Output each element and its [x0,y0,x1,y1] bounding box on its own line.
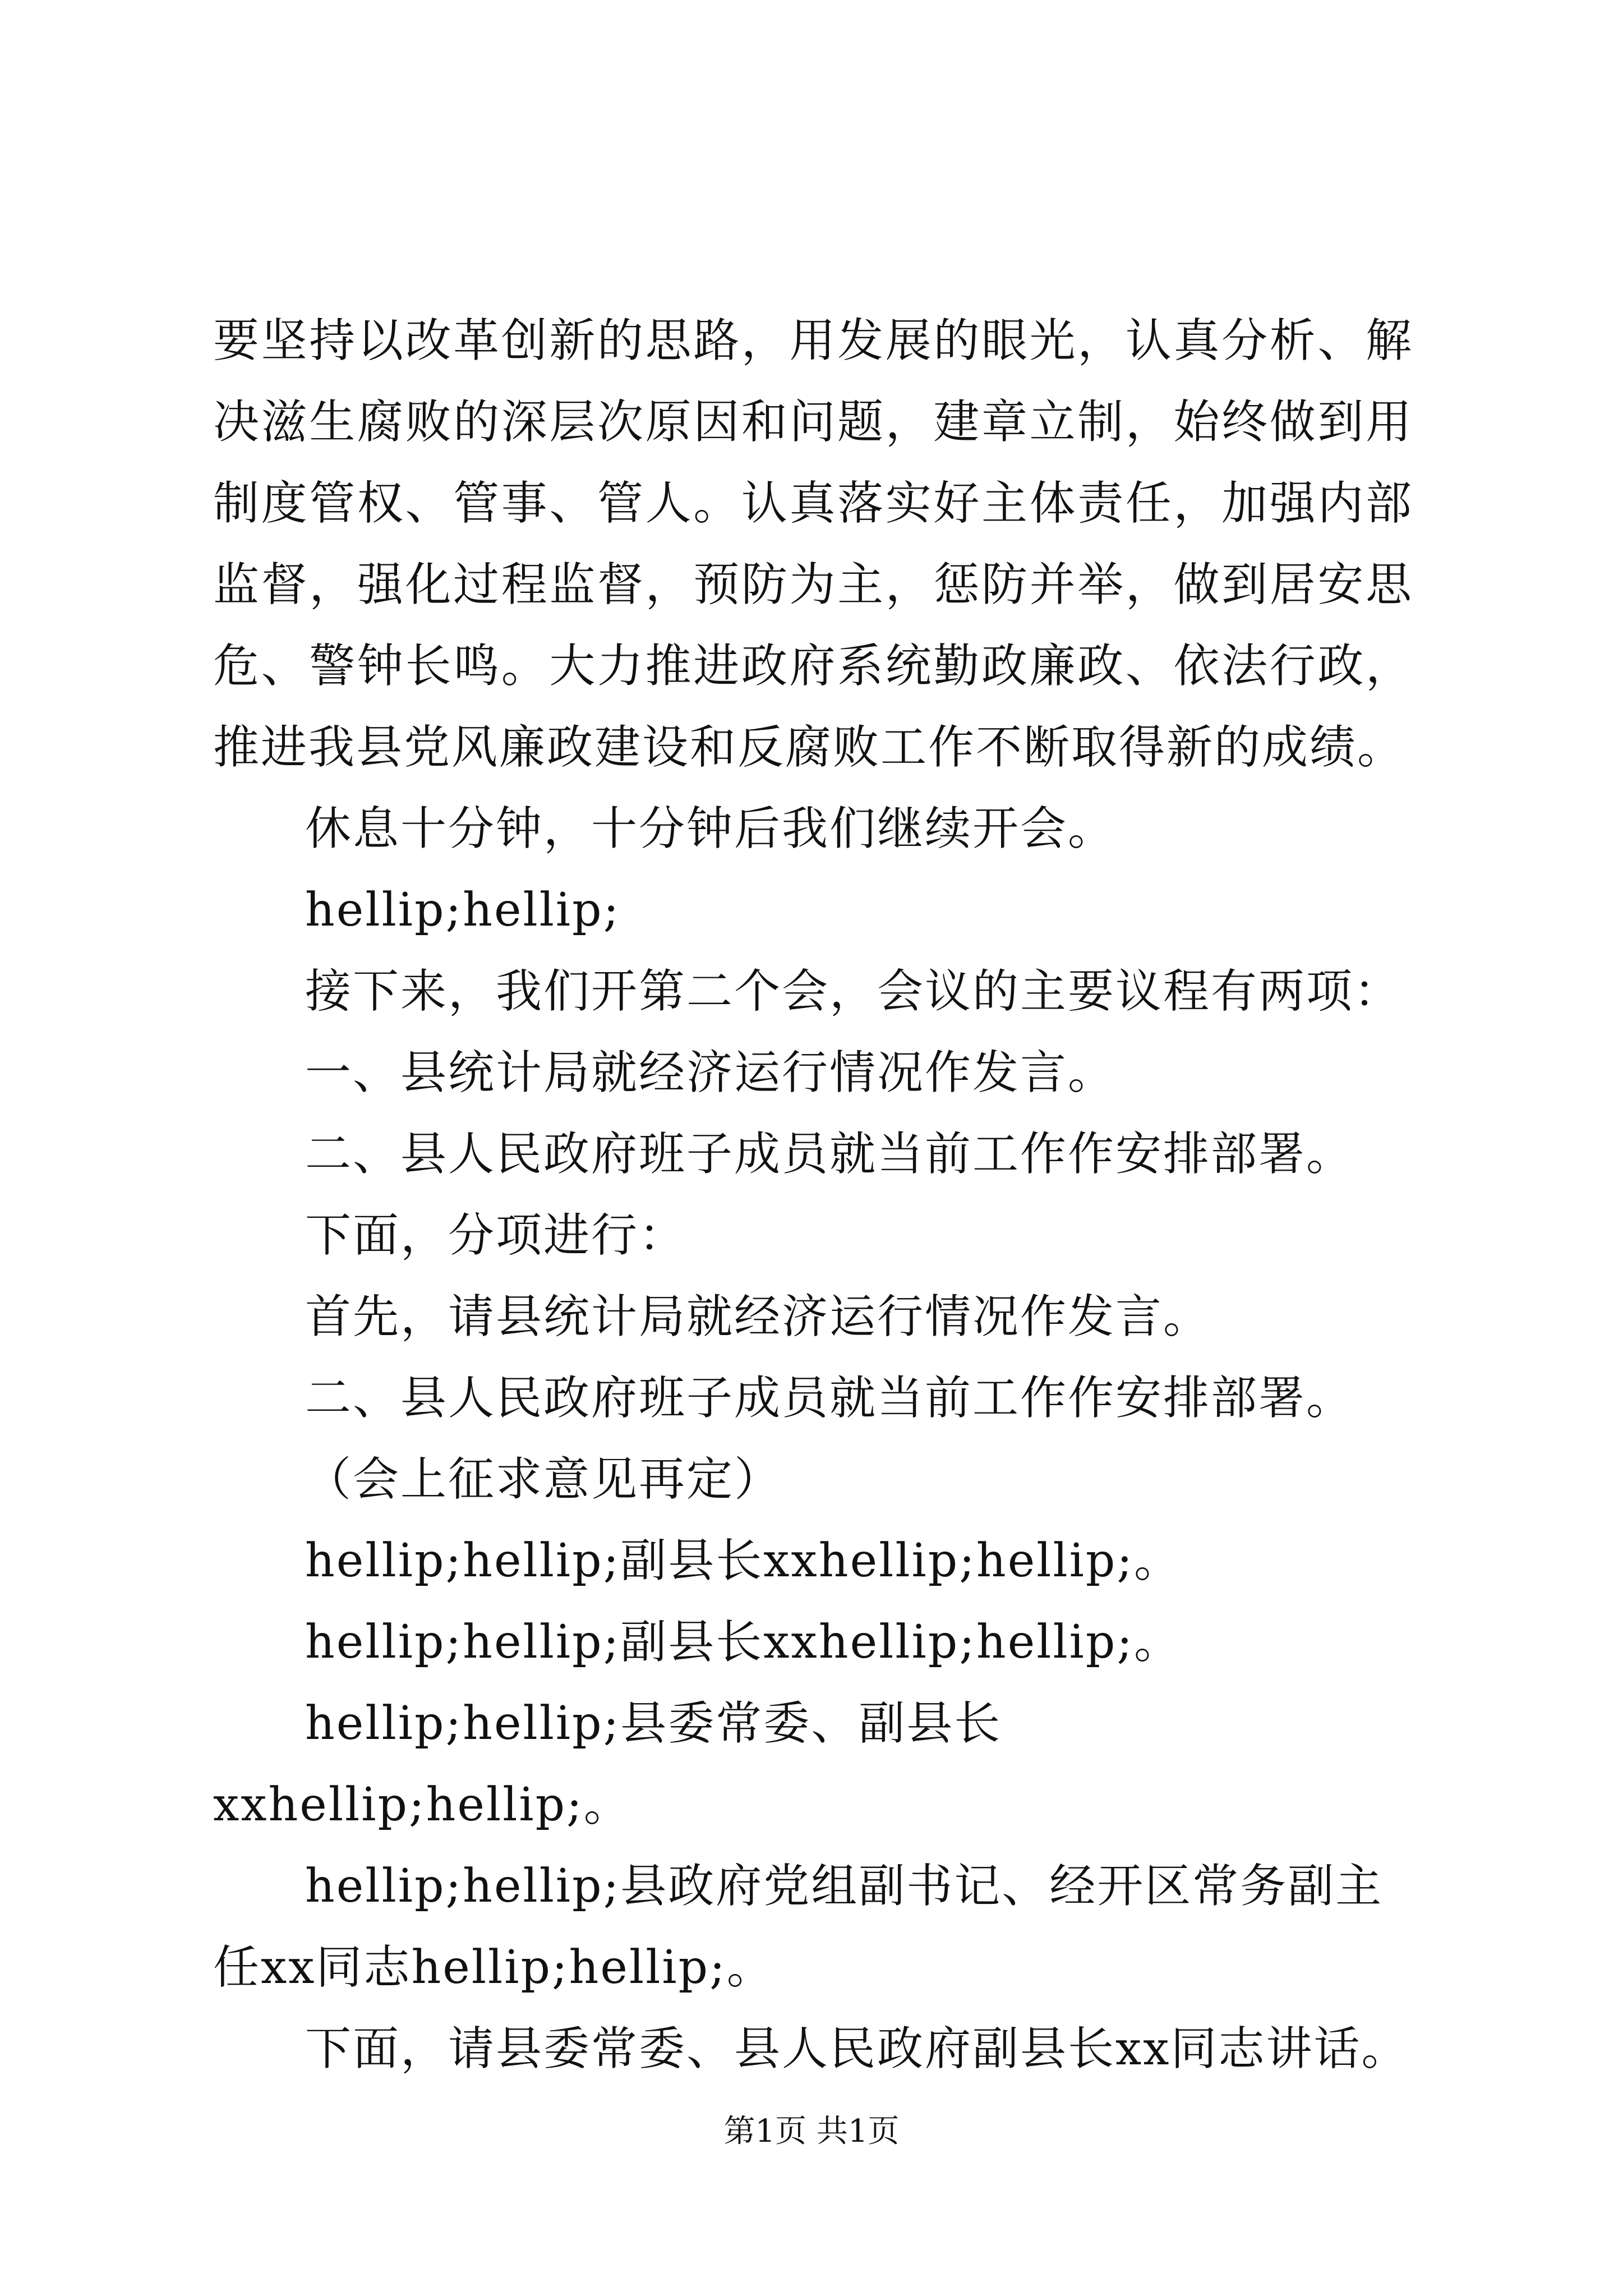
speaker-line-2: hellip;hellip;副县长xxhellip;hellip;。 [305,1616,1182,1669]
paragraph-note: （会上征求意见再定） [305,1453,782,1506]
agenda-item-1: 一、县统计局就经济运行情况作发言。 [305,1046,1116,1099]
paragraph-break-notice: 休息十分钟，十分钟后我们继续开会。 [305,802,1116,855]
speaker-line-4: hellip;hellip;县政府党组副书记、经开区常务副主任xx同志hellip;hellip;。 [213,1860,1384,1994]
paragraph-anticorruption: 要坚持以改革创新的思路，用发展的眼光，认真分析、解决滋生腐败的深层次原因和问题，建章立制，始终做到用制度管权、管事、管人。认真落实好主体责任，加强内部监督，强化过程监督，预防为主，惩防并举，做到居安思危、警钟长鸣。大力推进政府系统勤政廉政、依法行政，推进我县党风廉政建设和反腐败工作不断取得新的成绩。 [213,314,1413,774]
agenda-item-2: 二、县人民政府班子成员就当前工作作安排部署。 [305,1128,1354,1181]
paragraph-second-item: 二、县人民政府班子成员就当前工作作安排部署。 [305,1372,1354,1425]
page-footer [0,2112,1623,2151]
document-body [213,300,1413,2090]
speaker-line-1: hellip;hellip;副县长xxhellip;hellip;。 [305,1534,1182,1588]
paragraph-agenda-intro: 接下来，我们开第二个会，会议的主要议程有两项： [305,965,1402,1018]
page-number: 第1页 共1页 [723,2113,900,2150]
paragraph-closing-speech: 下面，请县委常委、县人民政府副县长xx同志讲话。 [305,2022,1409,2076]
speaker-line-3: hellip;hellip;县委常委、副县长xxhellip;hellip;。 [213,1697,1002,1832]
paragraph-proceed: 下面，分项进行： [305,1209,687,1262]
paragraph-ellipsis: hellip;hellip; [305,884,621,937]
paragraph-first-speech: 首先，请县统计局就经济运行情况作发言。 [305,1290,1211,1343]
